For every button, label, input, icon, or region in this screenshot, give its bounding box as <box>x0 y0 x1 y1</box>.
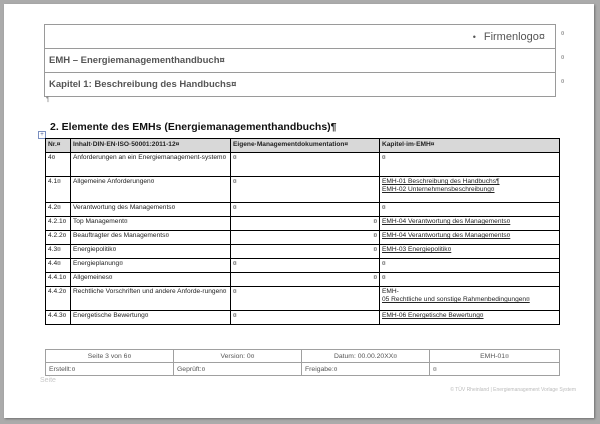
cell-inhalt[interactable]: Energieplanung¤ <box>71 259 231 273</box>
section-heading[interactable]: 2. Elemente des EMHs (Energiemanagementhandbuchs)¶ <box>50 121 337 133</box>
cell-eigene[interactable]: ¤ <box>231 259 380 273</box>
cell-inhalt[interactable]: Energiepolitik¤ <box>71 245 231 259</box>
table-row <box>46 311 560 325</box>
footer-created-by[interactable]: Erstellt:¤ <box>46 363 174 376</box>
cell-kapitel[interactable]: ¤ <box>380 203 560 217</box>
cell-kapitel[interactable]: EMH-03 Energiepolitik¤ <box>380 245 560 259</box>
cell-eigene[interactable]: ¤ <box>231 203 380 217</box>
cell-inhalt[interactable]: Rechtliche Vorschriften und andere Anforde-rungen¤ <box>71 287 231 311</box>
footer-row <box>46 350 560 363</box>
cell-kapitel[interactable]: EMH-04 Verantwortung des Managements¤ <box>380 217 560 231</box>
col-header-kapitel[interactable]: Kapitel·im·EMH¤ <box>380 139 560 153</box>
kapitel-line: EMH-02 Unternehmensbeschreibung¤ <box>382 186 495 194</box>
footer-row <box>46 363 560 376</box>
paragraph-mark: ¶ <box>46 96 50 103</box>
cell-nr[interactable]: 4.2.1¤ <box>46 217 71 231</box>
footer-emh-id[interactable]: EMH-01¤ <box>430 350 560 363</box>
cell-eigene[interactable]: ¤ <box>231 177 380 203</box>
table-header-row <box>46 139 560 153</box>
cell-kapitel[interactable]: ¤ <box>380 273 560 287</box>
cell-nr[interactable]: 4.2.2¤ <box>46 231 71 245</box>
document-page <box>4 4 594 418</box>
cell-kapitel[interactable] <box>380 287 560 311</box>
table-row <box>46 203 560 217</box>
handbook-title[interactable]: EMH – Energiemanagementhandbuch¤ <box>49 55 225 66</box>
cell-inhalt[interactable]: Verantwortung des Managements¤ <box>71 203 231 217</box>
cell-inhalt[interactable]: Top Management¤ <box>71 217 231 231</box>
table-row <box>46 245 560 259</box>
page-header <box>44 24 556 97</box>
handbook-title-row <box>45 49 555 73</box>
footer-page-number[interactable]: Seite 3 von 6¤ <box>46 350 174 363</box>
cell-kapitel[interactable]: ¤ <box>380 153 560 177</box>
cell-kapitel[interactable] <box>380 177 560 203</box>
table-row <box>46 153 560 177</box>
cell-eigene[interactable]: ¤ <box>231 231 380 245</box>
table-row <box>46 287 560 311</box>
page-watermark-label: Seite <box>40 377 56 384</box>
kapitel-line: EMH-01 Beschreibung des Handbuchs¶ <box>382 178 500 185</box>
cell-inhalt[interactable]: Energetische Bewertung¤ <box>71 311 231 325</box>
copyright-footnote: © TÜV Rheinland | Energiemanagement Vorlage System <box>450 387 576 393</box>
cell-nr[interactable]: 4.4¤ <box>46 259 71 273</box>
cell-nr[interactable]: 4¤ <box>46 153 71 177</box>
row-end-mark: ¤ <box>561 55 565 61</box>
table-row <box>46 217 560 231</box>
kapitel-line: 05 Rechtliche und sonstige Rahmenbedingungen¤ <box>382 296 530 304</box>
table-row <box>46 231 560 245</box>
col-header-eigene[interactable]: Eigene·Managementdokumentation¤ <box>231 139 380 153</box>
cell-nr[interactable]: 4.2¤ <box>46 203 71 217</box>
cell-inhalt[interactable]: Allgemeine Anforderungen¤ <box>71 177 231 203</box>
col-header-nr[interactable]: Nr.¤ <box>46 139 71 153</box>
cell-nr[interactable]: 4.4.2¤ <box>46 287 71 311</box>
logo-row <box>45 25 555 49</box>
row-end-mark: ¤ <box>561 31 565 37</box>
company-logo-placeholder[interactable]: Firmenlogo¤ <box>483 30 545 43</box>
cell-kapitel[interactable]: ¤ <box>380 259 560 273</box>
bullet: • <box>472 31 476 42</box>
footer-version[interactable]: Version: 0¤ <box>174 350 302 363</box>
footer-empty-cell[interactable]: ¤ <box>430 363 560 376</box>
cell-nr[interactable]: 4.4.3¤ <box>46 311 71 325</box>
footer-checked-by[interactable]: Geprüft:¤ <box>174 363 302 376</box>
table-row <box>46 273 560 287</box>
cell-inhalt[interactable]: Allgemeines¤ <box>71 273 231 287</box>
cell-kapitel[interactable]: EMH-04 Verantwortung des Managements¤ <box>380 231 560 245</box>
chapter-row <box>45 73 555 97</box>
cell-eigene[interactable]: ¤ <box>231 311 380 325</box>
col-header-inhalt[interactable]: Inhalt·DIN·EN·ISO·50001:2011-12¤ <box>71 139 231 153</box>
table-move-handle-icon[interactable]: + <box>38 131 46 139</box>
cell-kapitel[interactable]: EMH-06 Energetische Bewertung¤ <box>380 311 560 325</box>
cell-nr[interactable]: 4.4.1¤ <box>46 273 71 287</box>
footer-date[interactable]: Datum: 00.00.20XX¤ <box>302 350 430 363</box>
cell-eigene[interactable]: ¤ <box>231 273 380 287</box>
kapitel-line: EMH- <box>382 288 399 295</box>
table-row <box>46 177 560 203</box>
cell-inhalt[interactable]: Beauftragter des Managements¤ <box>71 231 231 245</box>
elements-table <box>45 138 560 325</box>
cell-eigene[interactable]: ¤ <box>231 153 380 177</box>
table-row <box>46 259 560 273</box>
cell-eigene[interactable]: ¤ <box>231 217 380 231</box>
footer-approved-by[interactable]: Freigabe:¤ <box>302 363 430 376</box>
chapter-title[interactable]: Kapitel 1: Beschreibung des Handbuchs¤ <box>49 79 237 90</box>
cell-nr[interactable]: 4.3¤ <box>46 245 71 259</box>
row-end-mark: ¤ <box>561 79 565 85</box>
cell-nr[interactable]: 4.1¤ <box>46 177 71 203</box>
cell-eigene[interactable]: ¤ <box>231 245 380 259</box>
page-footer <box>45 349 560 376</box>
cell-eigene[interactable]: ¤ <box>231 287 380 311</box>
cell-inhalt[interactable]: Anforderungen an ein Energiemanagement-system¤ <box>71 153 231 177</box>
